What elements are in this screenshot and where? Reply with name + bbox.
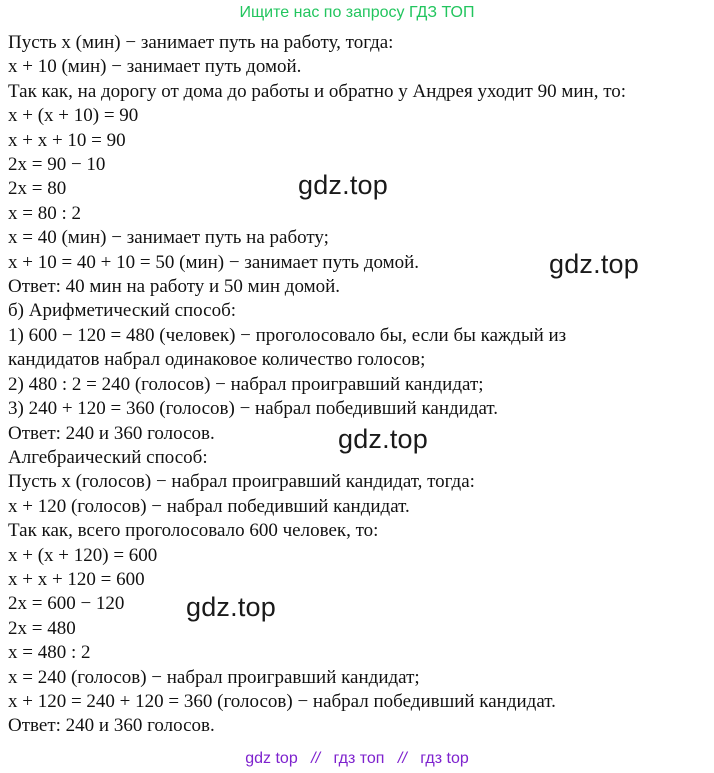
footer-separator: // bbox=[311, 750, 321, 767]
solution-line: 3) 240 + 120 = 360 (голосов) − набрал победивший кандидат. bbox=[8, 398, 499, 420]
solution-line: 2) 480 : 2 = 240 (голосов) − набрал проигравший кандидат; bbox=[8, 373, 484, 395]
solution-line: x = 480 : 2 bbox=[8, 642, 91, 664]
solution-line: Пусть x (мин) − занимает путь на работу, тогда: bbox=[8, 32, 394, 53]
watermark: gdz.top bbox=[338, 424, 428, 454]
solution-line: x = 40 (мин) − занимает путь на работу; bbox=[8, 227, 329, 249]
solution-line: 2x = 80 bbox=[8, 178, 67, 200]
solution-line: x = 240 (голосов) − набрал проигравший кандидат; bbox=[8, 666, 420, 688]
answer-line: Ответ: 240 и 360 голосов. bbox=[8, 715, 215, 737]
solution-line: Так как, на дорогу от дома до работы и обратно у Андрея уходит 90 мин, то: bbox=[8, 80, 627, 102]
solution-line: Так как, всего проголосовало 600 человек, то: bbox=[8, 520, 379, 542]
solution-line: 2x = 480 bbox=[8, 617, 76, 639]
footer-link-gdz-top-mixed[interactable]: гдз top bbox=[420, 750, 469, 767]
footer-link-gdz-top[interactable]: gdz top bbox=[245, 750, 298, 767]
solution-line: x + x + 10 = 90 bbox=[8, 129, 126, 151]
solution-line: x + (x + 120) = 600 bbox=[8, 544, 158, 566]
banner-text: Ищите нас по запросу ГДЗ ТОП bbox=[239, 4, 475, 21]
solution-line: 2x = 90 − 10 bbox=[8, 154, 106, 176]
solution-line: x + x + 120 = 600 bbox=[8, 568, 145, 590]
solution-line: Пусть x (голосов) − набрал проигравший кандидат, тогда: bbox=[8, 471, 475, 493]
watermark: gdz.top bbox=[298, 170, 388, 200]
solution-line: x + (x + 10) = 90 bbox=[8, 105, 139, 127]
answer-line: Ответ: 240 и 360 голосов. bbox=[8, 422, 215, 444]
footer-separator: // bbox=[397, 750, 407, 767]
section-heading: б) Арифметический способ: bbox=[8, 300, 237, 322]
solution-line: x + 120 = 240 + 120 = 360 (голосов) − набрал победивший кандидат. bbox=[8, 690, 556, 712]
solution-text bbox=[8, 31, 712, 739]
solution-line: x + 10 (мин) − занимает путь домой. bbox=[8, 56, 302, 78]
watermark: gdz.top bbox=[186, 592, 276, 622]
footer-link-gdz-top-ru[interactable]: гдз топ bbox=[333, 750, 385, 767]
answer-line: Ответ: 40 мин на работу и 50 мин домой. bbox=[8, 276, 341, 298]
top-banner bbox=[0, 0, 714, 26]
solution-line: кандидатов набрал одинаковое количество голосов; bbox=[8, 349, 426, 371]
watermark: gdz.top bbox=[549, 249, 639, 279]
solution-line: 2x = 600 − 120 bbox=[8, 593, 125, 615]
solution-line: x + 10 = 40 + 10 = 50 (мин) − занимает путь домой. bbox=[8, 251, 420, 273]
solution-line: x = 80 : 2 bbox=[8, 202, 81, 224]
solution-line: 1) 600 − 120 = 480 (человек) − проголосовало бы, если бы каждый из bbox=[8, 324, 567, 346]
section-heading: Алгебраический способ: bbox=[8, 446, 208, 468]
solution-line: x + 120 (голосов) − набрал победивший кандидат. bbox=[8, 495, 410, 517]
footer bbox=[0, 747, 714, 771]
